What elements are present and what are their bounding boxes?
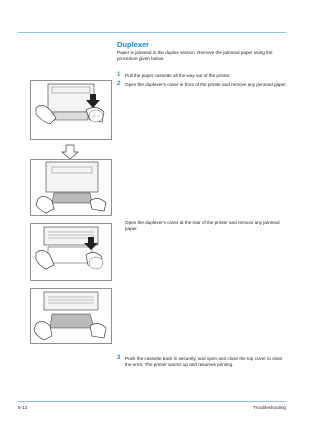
paper-removal-illustration <box>30 159 112 216</box>
figure-rear-remove <box>30 288 112 344</box>
printer-front-illustration <box>30 80 112 140</box>
step-2-number: 2 <box>117 81 121 87</box>
step-1-number: 1 <box>117 72 121 78</box>
rear-instruction: Open the duplexer's cover at the rear of the printer and remove any jammed paper. <box>125 220 280 231</box>
step-1 <box>117 73 287 79</box>
header-rule <box>18 32 286 33</box>
step-3-number: 3 <box>117 355 121 361</box>
step-3 <box>117 356 287 368</box>
section-title: Duplexer <box>117 40 150 49</box>
rear-paper-removal-illustration <box>30 288 112 344</box>
intro-paragraph: Paper is jammed in the duplex section. Remove the jammed paper using the procedure given below. <box>117 50 273 61</box>
step-2 <box>117 82 287 88</box>
page-number: 5-12 <box>18 405 28 410</box>
step-3-text: Push the cassette back in securely, and open and close the top cover to clear the error. The printer warms up and resumes printing. <box>125 356 283 367</box>
step-1-text: Pull the paper cassette all the way out of the printer. <box>125 73 231 78</box>
printer-rear-illustration <box>30 223 112 281</box>
figure-front-cover <box>30 80 112 140</box>
figure-front-remove <box>30 159 112 216</box>
figure-rear-cover <box>30 223 112 281</box>
step-2-text: Open the duplexer's cover in front of the printer and remove any jammed paper. <box>125 82 287 87</box>
footer-section-name: Troubleshooting <box>253 405 286 410</box>
footer-rule <box>18 401 286 402</box>
